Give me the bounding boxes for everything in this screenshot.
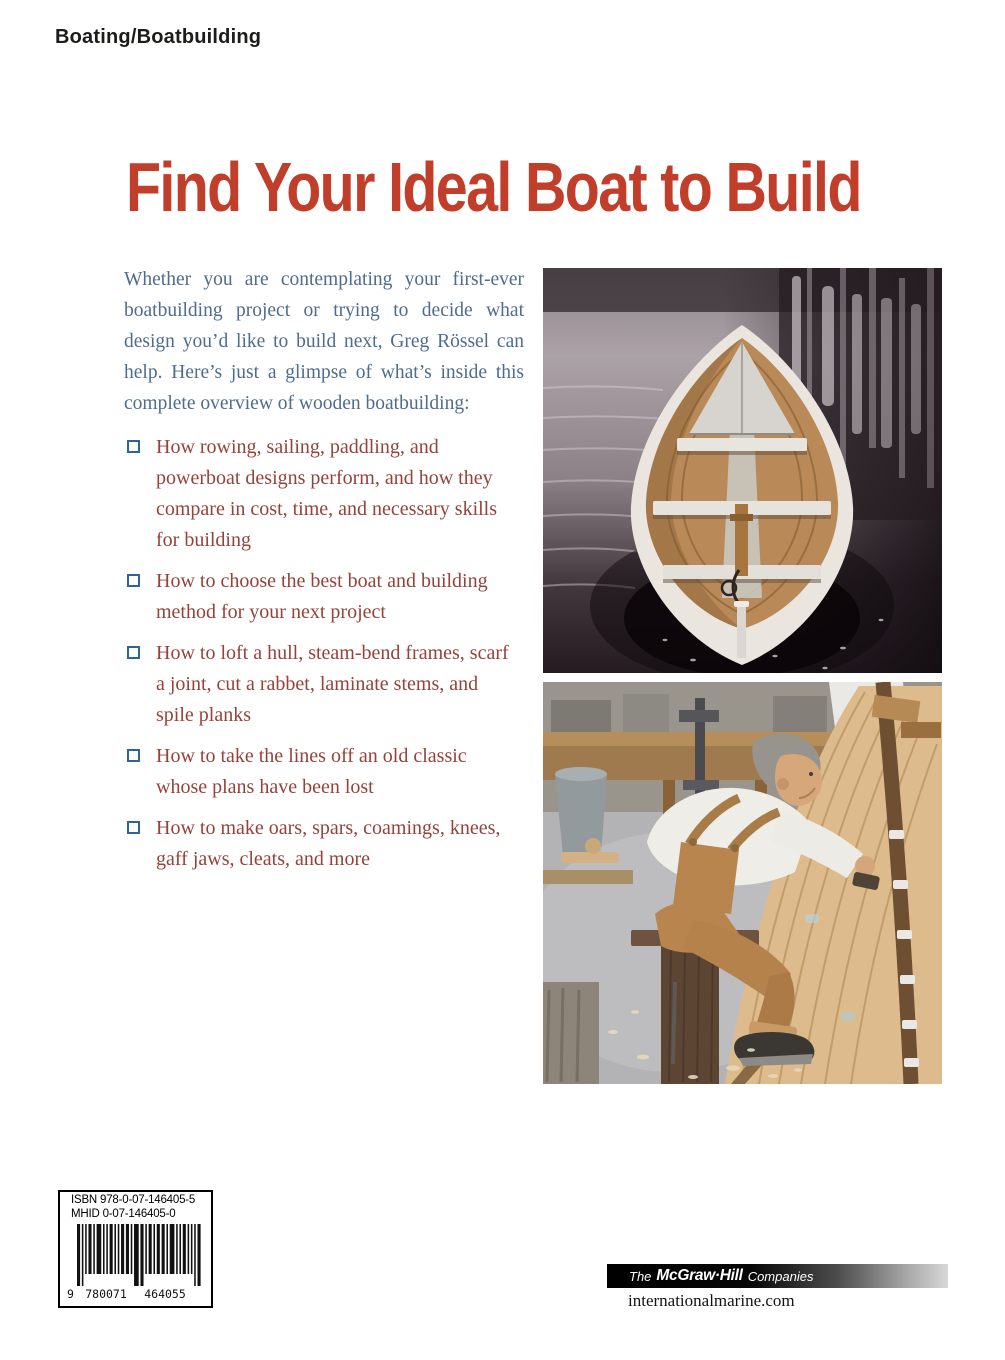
barcode-digit-lead: 9 — [67, 1287, 74, 1301]
feature-item — [127, 566, 519, 628]
barcode-panel — [58, 1190, 213, 1308]
feature-item — [127, 432, 519, 556]
barcode-digits-left: 780071 — [85, 1287, 127, 1301]
bullet-square-icon — [127, 574, 140, 587]
mcgraw-hill-banner — [607, 1264, 948, 1288]
publisher-website: internationalmarine.com — [628, 1291, 795, 1310]
book-title: Find Your Ideal Boat to Build — [126, 148, 861, 226]
workshop-photo — [543, 682, 942, 1084]
boat-photo — [543, 268, 942, 673]
bullet-square-icon — [127, 440, 140, 453]
mhid-line: MHID 0-07-146405-0 — [71, 1207, 176, 1220]
intro-paragraph: Whether you are contemplating your first-ever boatbuilding project or trying to decide what design you’d like to build next, Greg Rössel can help. Here’s just a glimpse of what’s inside this complete overview of wooden boatbuilding: — [124, 269, 524, 414]
brand-prefix: The — [629, 1268, 652, 1284]
feature-text: How to make oars, spars, coamings, knees, gaff jaws, cleats, and more — [156, 817, 501, 870]
bullet-square-icon — [127, 821, 140, 834]
brand-suffix: Companies — [747, 1268, 814, 1284]
feature-text: How to choose the best boat and building method for your next project — [156, 570, 488, 623]
brand-name: McGraw·Hill — [656, 1267, 743, 1284]
isbn-line: ISBN 978-0-07-146405-5 — [71, 1194, 196, 1206]
feature-text: How to loft a hull, steam-bend frames, scarf a joint, cut a rabbet, laminate stems, and spile planks — [156, 642, 509, 726]
feature-item — [127, 741, 519, 803]
bullet-square-icon — [127, 646, 140, 659]
features-list — [127, 432, 519, 885]
category-label: Boating/Boatbuilding — [55, 26, 262, 48]
feature-item — [127, 813, 519, 875]
feature-item — [127, 638, 519, 731]
feature-text: How rowing, sailing, paddling, and powerboat designs perform, and how they compare in cost, time, and necessary skills for building — [156, 436, 498, 551]
feature-text: How to take the lines off an old classic whose plans have been lost — [156, 745, 467, 798]
ean-barcode — [65, 1222, 206, 1302]
bullet-square-icon — [127, 749, 140, 762]
barcode-digits-right: 464055 — [144, 1287, 186, 1301]
